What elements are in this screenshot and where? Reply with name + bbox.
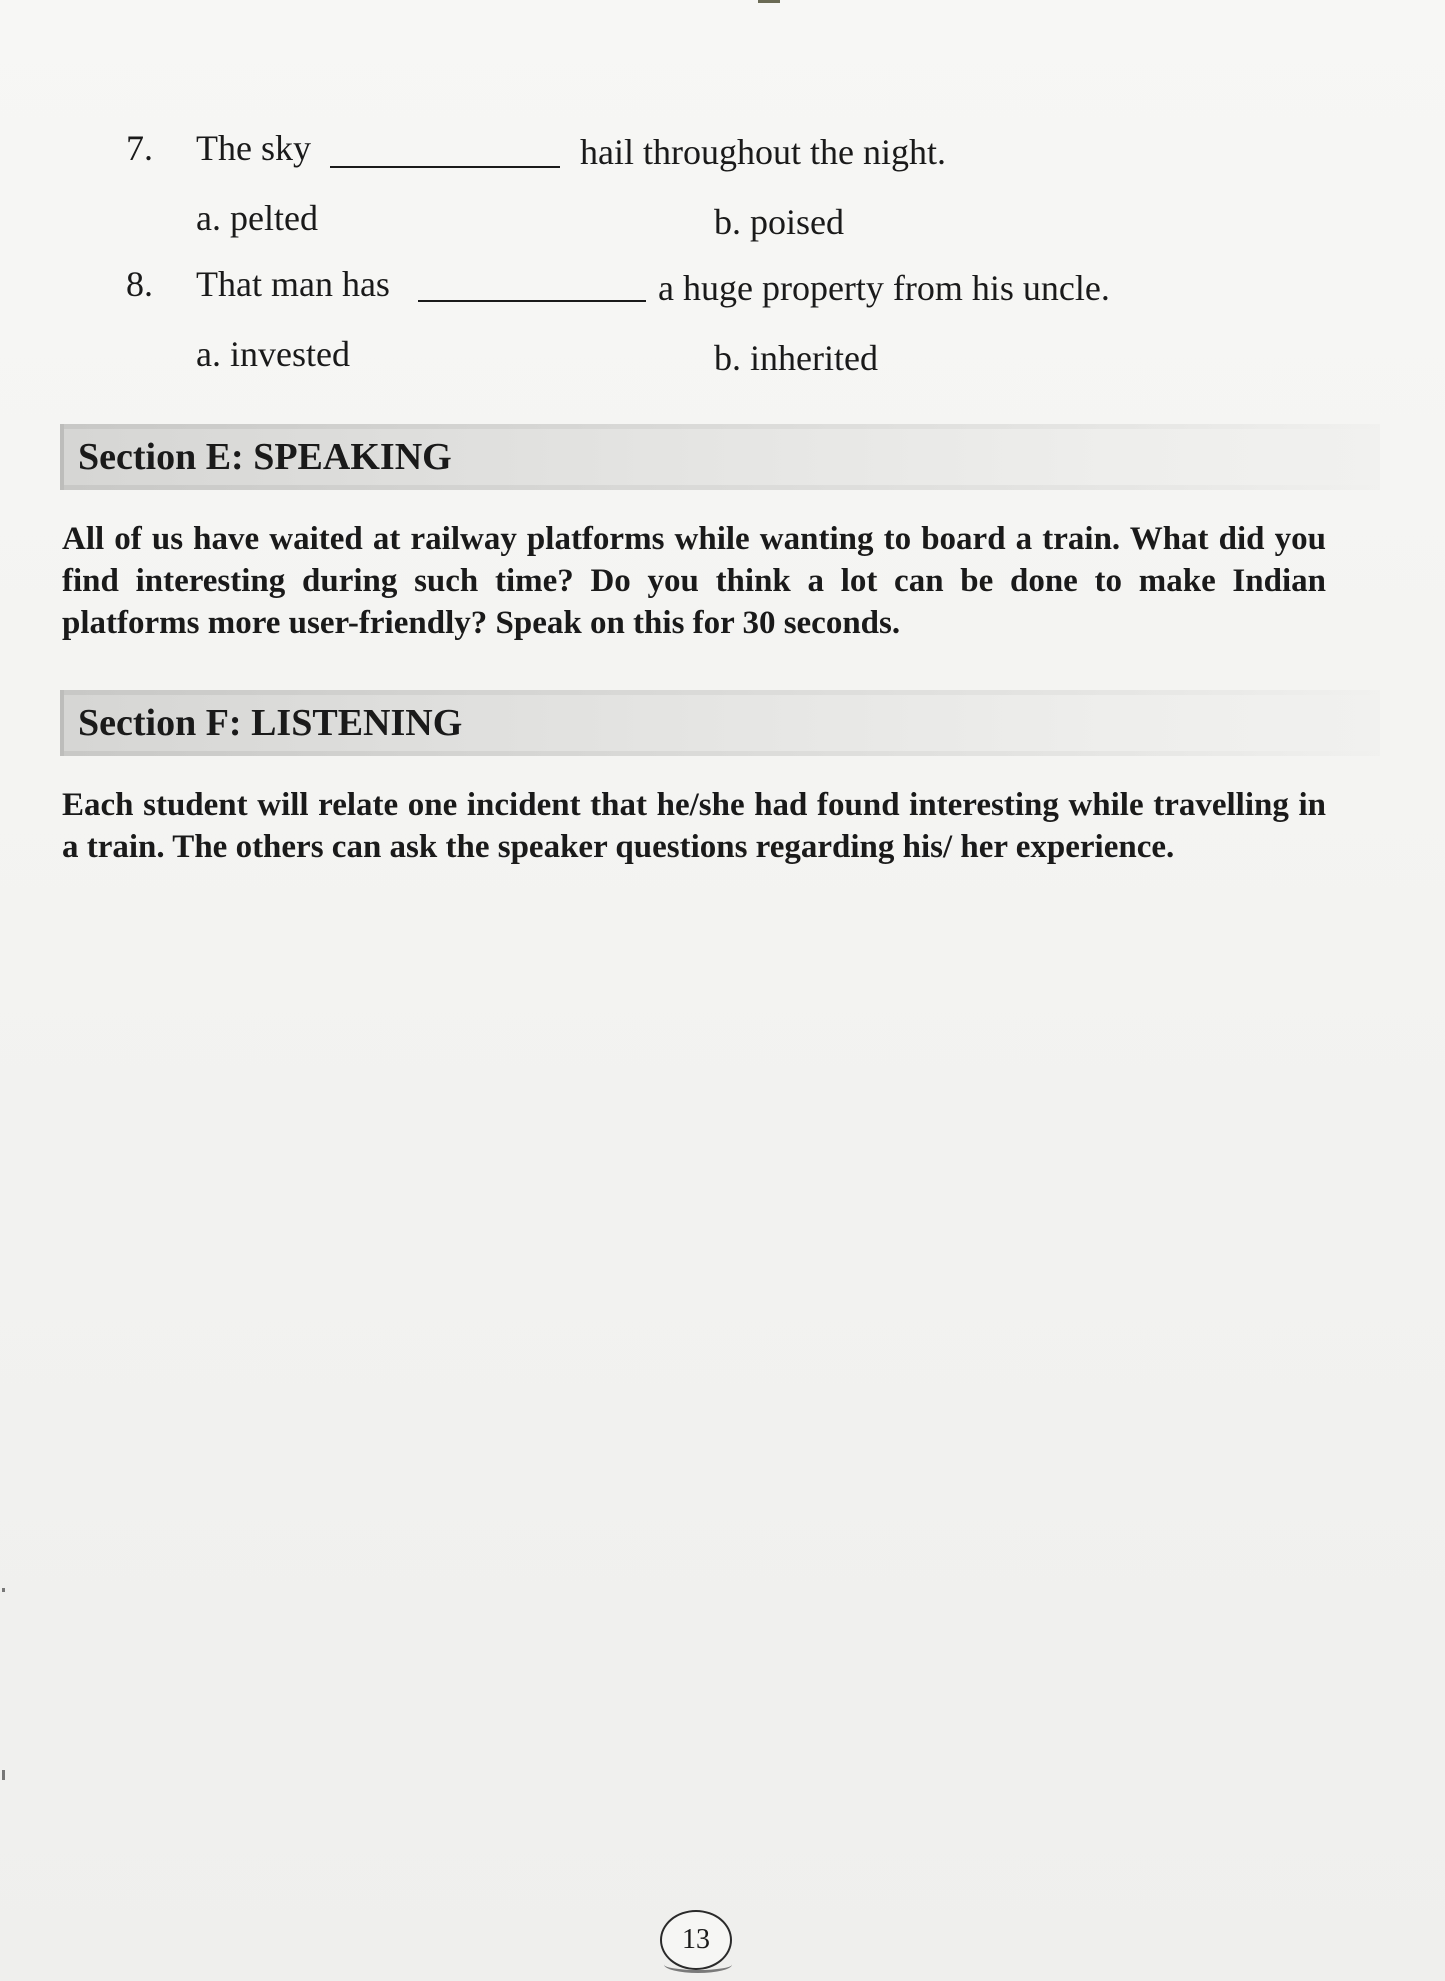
answer-blank (418, 300, 646, 302)
top-edge-mark (758, 0, 780, 3)
section-e-title: Section E: SPEAKING (78, 436, 452, 478)
edge-mark (2, 1770, 5, 1780)
answer-blank (330, 166, 560, 168)
question-tail-text: a huge property from his uncle. (658, 268, 1110, 308)
section-f-header (60, 690, 1380, 756)
option-b: b. poised (714, 202, 844, 242)
section-e-header (60, 424, 1380, 490)
option-a: a. pelted (196, 198, 318, 238)
edge-mark (2, 1588, 5, 1592)
question-number: 8. (126, 264, 153, 304)
question-lead-text: The sky (196, 128, 311, 168)
page-number: 13 (660, 1910, 732, 1970)
question-lead-text: That man has (196, 264, 390, 304)
section-f-prompt: Each student will relate one incident that he/she had found interesting while travelling in a train. The others can ask the speaker questions regarding his/ her experience. (62, 787, 1326, 865)
option-a: a. invested (196, 334, 350, 374)
option-b: b. inherited (714, 338, 878, 378)
section-e-prompt: All of us have waited at railway platforms while wanting to board a train. What did you find interesting during such time? Do you think a lot can be done to make Indian platforms more user-friendly? Speak on this for 30 seconds. (62, 521, 1326, 641)
question-tail-text: hail throughout the night. (580, 132, 946, 172)
question-number: 7. (126, 128, 153, 168)
section-f-title: Section F: LISTENING (78, 702, 463, 744)
